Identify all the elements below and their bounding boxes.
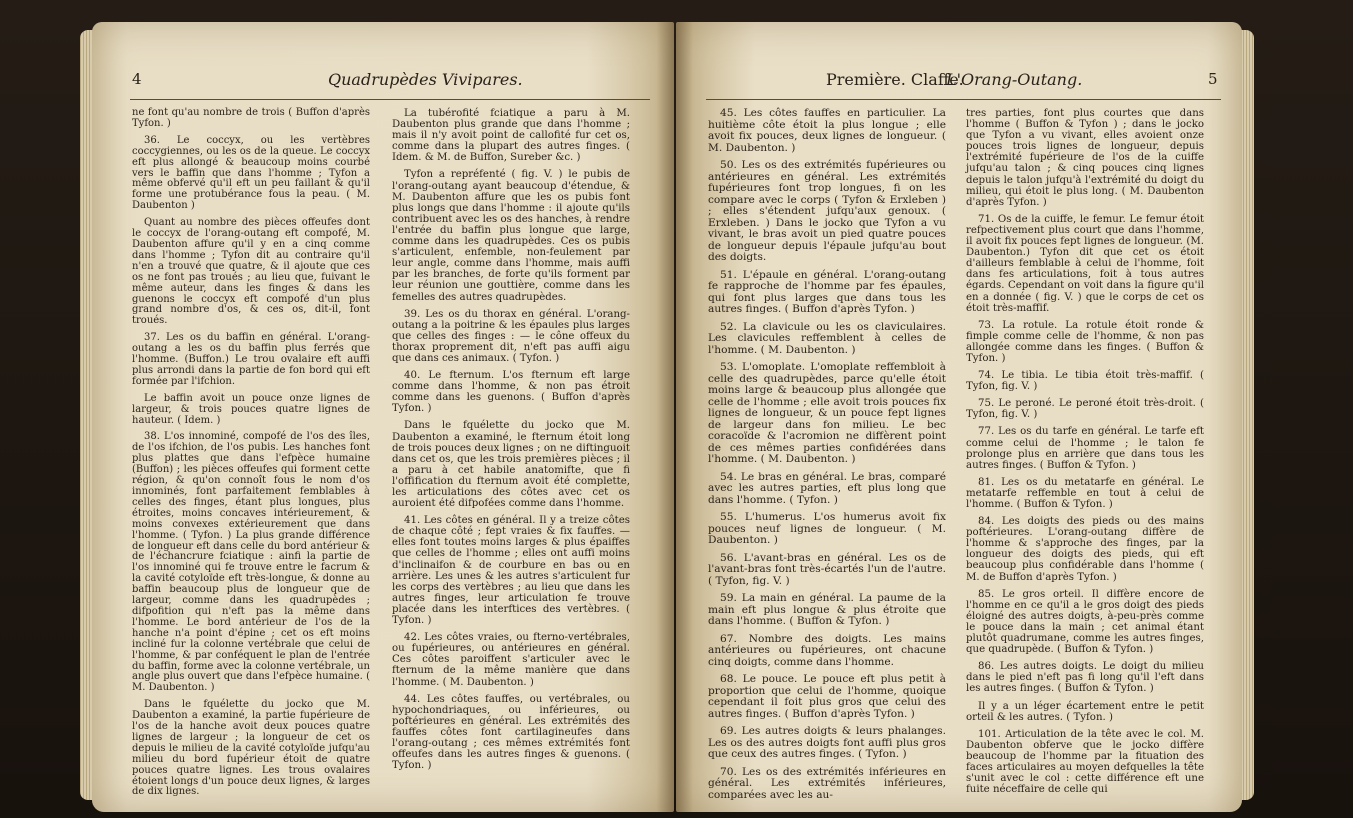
paragraph: 101. Articulation de la tête avec le col. M. Daubenton obferve que le jocko diffère beaucoup de l'homme par la fituation des faces articulaires au moyen defquelles la tête s'unit avec le col : cette différence eft une fuite néceffaire de celle qui — [966, 728, 1204, 796]
paragraph: 75. Le peroné. Le peroné étoit très-droit. ( Tyfon, fig. V. ) — [966, 398, 1204, 421]
paragraph: 67. Nombre des doigts. Les mains antérieures ou fupérieures, ont chacune cinq doigts, comme dans l'homme. — [708, 632, 946, 668]
left-running-head: Quadrupèdes Vivipares. — [328, 70, 523, 89]
paragraph: La tubérofité fciatique a paru à M. Daubenton plus grande que dans l'homme ; mais il n'y avoit point de callofité fur cet os, comme dans la plupart des autres finges. ( Idem. & M. de Buffon, Sureber &c. ) — [392, 108, 630, 164]
right-running-head-main: Première. Claffe. — [826, 70, 964, 89]
paragraph: 37. Les os du baffin en général. L'orang-outang a les os du baffin plus ferrés que l'homme. (Buffon.) Le trou ovalaire eft auffi plus arrondi dans la partie de fon bord qui eft formée par l'ifchion. — [132, 332, 370, 387]
right-page — [676, 22, 1242, 812]
paragraph: tres parties, font plus courtes que dans l'homme ( Buffon & Tyfon ) ; dans le jocko que Tyfon a vu vivant, elles avoient onze pouces trois lignes de longueur, depuis l'extrémité fupérieure de l'os de la cuiffe jufqu'au talon ; & cinq pouces cinq lignes depuis le talon jufqu'à l'extrémité du doigt du milieu, qui étoit le plus long. ( M. Daubenton d'après Tyfon. ) — [966, 108, 1204, 208]
paragraph: 69. Les autres doigts & leurs phalanges. Les os des autres doigts font auffi plus gros que ceux des autres finges. ( Tyfon. ) — [708, 725, 946, 760]
left-column-2 — [392, 108, 630, 777]
paragraph: 45. Les côtes fauffes en particulier. La huitième côte étoit la plus longue ; elle avoit fix pouces, deux lignes de longueur. ( M. Daubenton. ) — [708, 107, 946, 154]
paragraph: 44. Les côtes fauffes, ou vertébrales, ou hypochondriaques, ou inférieures, ou poftérieures en général. Les extrémités des fauffes côtes font cartilagineufes dans l'orang-outang ; ces mêmes extrémités font offeufes dans les autres finges & guenons. ( Tyfon. ) — [392, 693, 630, 772]
left-column-1 — [132, 108, 370, 804]
left-page — [92, 22, 674, 812]
paragraph: 38. L'os innominé, compofé de l'os des îles, de l'os ifchion, de l'os pubis. Les hanches font plus plattes que dans l'efpèce humaine (Buffon) ; les pièces offeufes qui forment cette région, & qu'on connoît fous le nom d'os innominés, font parfaitement femblables à celles des finges, étant plus longues, plus étroites, moins concaves intérieurement, & moins convexes extérieurement que dans l'homme. ( Tyfon. ) La plus grande différence de longueur eft dans celle du bord antérieur & de l'échancrure fciatique : ainfi la partie de l'os innominé qui fe trouve entre le facrum & la cavité cotyloïde eft très-longue, & donne au baffin beaucoup plus de longueur que de largeur, comme dans les quadrupèdes ; difpofition qui n'eft pas la même dans l'homme. Le bord antérieur de l'os de la hanche n'a point d'épine ; cet os eft moins incliné fur la colonne vertébrale que celui de l'homme, & par conféquent le plan de l'entrée du baffin, forme avec la colonne vertébrale, un angle plus ouvert que dans l'efpèce humaine. ( M. Daubenton. ) — [132, 431, 370, 694]
paragraph: 56. L'avant-bras en général. Les os de l'avant-bras font très-écartés l'un de l'autre. ( Tyfon, fig. V. ) — [708, 551, 946, 587]
paragraph: 40. Le fternum. L'os fternum eft large comme dans l'homme, & non pas étroit comme dans les guenons. ( Buffon d'après Tyfon. ) — [392, 370, 630, 415]
paragraph: Tyfon a repréfenté ( fig. V. ) le pubis de l'orang-outang ayant beaucoup d'étendue, & M. Daubenton affure que les os pubis font plus longs que dans l'homme : il ajoute qu'ils contribuent avec les os des hanches, à rendre l'entrée du baffin plus longue que large, comme dans les quadrupèdes. Ces os pubis s'articulent, enfemble, non-feulement par leur angle, comme dans l'homme, mais auffi par les branches, de forte qu'ils forment par leur réunion une gouttière, comme dans les femelles des autres quadrupèdes. — [392, 169, 630, 303]
paragraph: 77. Les os du tarfe en général. Le tarfe eft comme celui de l'homme ; le talon fe prolonge plus en arrière que dans tous les autres finges. ( Buffon & Tyfon. ) — [966, 426, 1204, 471]
paragraph: 52. La clavicule ou les os claviculaires. Les clavicules reffemblent à celles de l'homme. ( M. Daubenton. ) — [708, 320, 946, 356]
paragraph: 59. La main en général. La paume de la main eft plus longue & plus étroite que dans l'homme. ( Buffon & Tyfon. ) — [708, 592, 946, 627]
paragraph: 55. L'humerus. L'os humerus avoit fix pouces neuf lignes de longueur. ( M. Daubenton. ) — [708, 511, 946, 546]
right-page-number: 5 — [1208, 70, 1218, 88]
paragraph: Dans le fquélette du jocko que M. Daubenton a examiné, la partie fupérieure de l'os de la hanche avoit deux pouces quatre lignes de largeur ; la longueur de cet os depuis le milieu de la cavité cotyloïde jufqu'au milieu du bord fupérieur étoit de quatre pouces quatre lignes. Les trous ovalaires étoient longs d'un pouce deux lignes, & larges de dix lignes. — [132, 699, 370, 798]
paragraph: 50. Les os des extrémités fupérieures ou antérieures en général. Les extrémités fupérieures font trop longues, fi on les compare avec le corps ( Tyfon & Erxleben ) ; elles s'étendent jufqu'aux genoux. ( Erxleben. ) Dans le jocko que Tyfon a vu vivant, le bras avoit un pied quatre pouces de longueur depuis l'épaule jufqu'au bout des doigts. — [708, 159, 946, 263]
paragraph: 53. L'omoplate. L'omoplate reffembloit à celle des quadrupèdes, parce qu'elle étoit moins large & beaucoup plus allongée que celle de l'homme ; elle avoit trois pouces fix lignes de longueur, & un pouce fept lignes de largeur dans fon milieu. Le bec coracoïde & l'acromion ne diffèrent point de ces mêmes parties confidérées dans l'homme. ( M. Daubenton. ) — [708, 361, 946, 465]
paragraph: 73. La rotule. La rotule étoit ronde & fimple comme celle de l'homme, & non pas allongée comme dans les finges. ( Buffon & Tyfon. ) — [966, 319, 1204, 364]
paragraph: 54. Le bras en général. Le bras, comparé avec les autres parties, eft plus long que dans l'homme. ( Tyfon. ) — [708, 470, 946, 506]
paragraph: 51. L'épaule en général. L'orang-outang fe rapproche de l'homme par fes épaules, qui font plus larges que dans tous les autres finges. ( Buffon d'après Tyfon. ) — [708, 268, 946, 315]
paragraph: 39. Les os du thorax en général. L'orang-outang a la poitrine & les épaules plus larges que celles des finges : — le cône offeux du thorax proprement dit, n'eft pas auffi aigu que dans ces animaux. ( Tyfon. ) — [392, 308, 630, 364]
paragraph: 41. Les côtes en général. Il y a treize côtes de chaque côté ; fept vraies & fix fauffes. — elles font toutes moins larges & plus épaiffes que celles de l'homme ; elles ont auffi moins d'inclinaifon & de courbure en bas ou en arrière. Les unes & les autres s'articulent fur les corps des vertèbres ; au lieu que dans les autres finges, leur articulation fe trouve placée dans les interftices des vertèbres. ( Tyfon. ) — [392, 515, 630, 627]
paragraph: 74. Le tibia. Le tibia étoit très-maffif. ( Tyfon, fig. V. ) — [966, 370, 1204, 393]
paragraph: Quant au nombre des pièces offeufes dont le coccyx de l'orang-outang eft compofé, M. Daubenton affure qu'il y en a cinq comme dans l'homme ; Tyfon dit au contraire qu'il n'en a trouvé que quatre, & il ajoute que ces os ne font pas troués ; au lieu que, fuivant le même auteur, dans les finges & dans les guenons le coccyx eft compofé d'un plus grand nombre d'os, & ces os, dit-il, font troués. — [132, 217, 370, 327]
paragraph: 81. Les os du metatarfe en général. Le metatarfe reffemble en tout à celui de l'homme. ( Buffon & Tyfon. ) — [966, 476, 1204, 510]
paragraph: ne font qu'au nombre de trois ( Buffon d'après Tyfon. ) — [132, 107, 370, 129]
right-running-head-sub: L'Orang-Outang. — [946, 70, 1083, 89]
paragraph: 84. Les doigts des pieds ou des mains poftérieures. L'orang-outang diffère de l'homme & s'approche des finges, par la longueur des doigts des pieds, qui eft beaucoup plus confidérable dans l'homme ( M. de Buffon d'après Tyfon. ) — [966, 516, 1204, 583]
paragraph: 71. Os de la cuiffe, le femur. Le femur étoit refpectivement plus court que dans l'homme, il avoit fix pouces fept lignes de longueur. (M. Daubenton.) Tyfon dit que cet os étoit d'ailleurs femblable à celui de l'homme, foit dans fes articulations, foit à tous autres égards. Cependant on voit dans la figure qu'il en a donnée ( fig. V. ) que le corps de cet os étoit très-maffif. — [966, 213, 1204, 314]
left-header-rule — [130, 99, 650, 100]
paragraph: Il y a un léger écartement entre le petit orteil & les autres. ( Tyfon. ) — [966, 700, 1204, 723]
right-page-edges — [1240, 30, 1254, 800]
paragraph: 36. Le coccyx, ou les vertèbres coccygiennes, ou les os de la queue. Le coccyx eft plus allongé & beaucoup moins courbé vers le baffin que dans l'homme ; Tyfon a même obfervé qu'il eft un peu faillant & qu'il forme une protubérance fous la peau. ( M. Daubenton ) — [132, 134, 370, 212]
right-header-rule — [706, 99, 1221, 100]
paragraph: 86. Les autres doigts. Le doigt du milieu dans le pied n'eft pas fi long qu'il l'eft dans les autres finges. ( Buffon & Tyfon. ) — [966, 661, 1204, 695]
paragraph: 42. Les côtes vraies, ou fterno-vertébrales, ou fupérieures, ou antérieures en général. Ces côtes paroiffent s'articuler avec le fternum de la même manière que dans l'homme. ( M. Daubenton. ) — [392, 632, 630, 688]
left-page-number: 4 — [132, 70, 142, 88]
paragraph: 85. Le gros orteil. Il diffère encore de l'homme en ce qu'il a le gros doigt des pieds éloigné des autres doigts, à-peu-près comme le pouce dans la main ; cet animal étant plutôt quadrumane, comme les autres finges, que quadrupède. ( Buffon & Tyfon. ) — [966, 588, 1204, 656]
paragraph: Dans le fquélette du jocko que M. Daubenton a examiné, le fternum étoit long de trois pouces deux lignes ; on ne diftinguoit dans cet os, que les trois premières pièces ; il a paru à cet habile anatomifte, que fi l'offification du fternum avoit été complette, les articulations des côtes avec cet os auroient été difpofées comme dans l'homme. — [392, 420, 630, 510]
paragraph: 68. Le pouce. Le pouce eft plus petit à proportion que celui de l'homme, quoique cependant il foit plus gros que celui des autres finges. ( Buffon d'après Tyfon. ) — [708, 673, 946, 720]
paragraph: Le baffin avoit un pouce onze lignes de largeur, & trois pouces quatre lignes de hauteur. ( Idem. ) — [132, 392, 370, 426]
right-column-2 — [966, 108, 1204, 801]
paragraph: 70. Les os des extrémités inférieures en général. Les extrémités inférieures, comparées avec les au- — [708, 765, 946, 801]
right-column-1 — [708, 108, 946, 807]
